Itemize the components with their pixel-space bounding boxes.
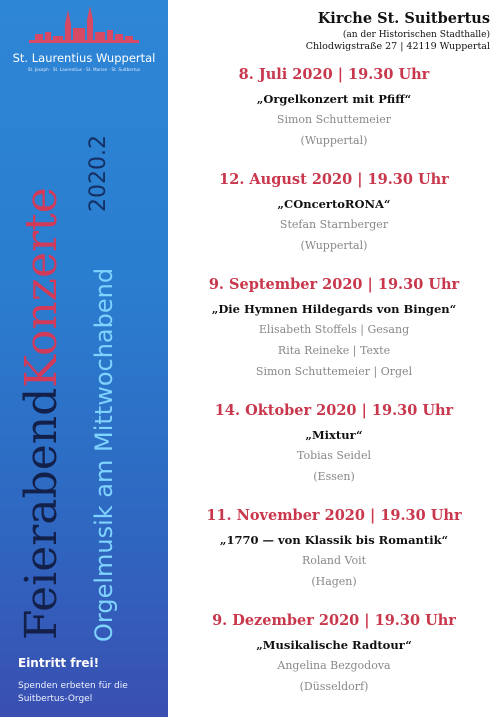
parish-subtitle: St. Joseph · St. Laurentius · St. Marien · St. Suitbertus (27, 67, 141, 72)
parish-name: St. Laurentius Wuppertal (12, 51, 156, 65)
event-title: „Orgelkonzert mit Pfiff“ (256, 92, 412, 106)
event-item (168, 274, 500, 382)
event-title: „1770 — von Klassik bis Romantik“ (219, 533, 449, 547)
church-logo (0, 6, 168, 52)
church-skyline-icon (29, 6, 139, 52)
event-performer-line: (Wuppertal) (300, 239, 368, 252)
event-item (168, 505, 500, 592)
event-performer-line: (Hagen) (311, 575, 357, 588)
venue (306, 10, 490, 52)
event-date: 9. September 2020 | 19.30 Uhr (208, 276, 460, 293)
event-title: „COncertoRONA“ (277, 197, 391, 211)
event-performer-line: (Essen) (313, 470, 355, 483)
event-title: „Mixtur“ (305, 428, 363, 442)
event-performer-line: Angelina Bezgodova (277, 659, 391, 672)
event-performer-line: Roland Voit (301, 554, 367, 567)
event-title: „Musikalische Radtour“ (256, 638, 412, 652)
sidebar (0, 0, 168, 717)
event-date: 12. August 2020 | 19.30 Uhr (219, 171, 449, 188)
event-performer-line: (Wuppertal) (300, 134, 368, 147)
event-list (168, 64, 500, 715)
event-date: 11. November 2020 | 19.30 Uhr (206, 507, 462, 524)
series-year: 2020.2 (86, 135, 111, 212)
event-date: 14. Oktober 2020 | 19.30 Uhr (214, 402, 454, 419)
venue-address: Chlodwigstraße 27 | 42119 Wuppertal (305, 41, 490, 52)
series-subtitle: Orgelmusik am Mittwochabend (90, 267, 118, 642)
entry-free: Eintritt frei! (18, 656, 100, 670)
donation-note: Spenden erbeten für die Suitbertus-Orgel (18, 681, 128, 704)
event-performer-line: Elisabeth Stoffels | Gesang (258, 323, 410, 336)
event-performer-line: Rita Reineke | Texte (277, 344, 391, 357)
series-title (16, 187, 67, 640)
event-performer-line: (Düsseldorf) (299, 680, 369, 693)
series-title-part2: Konzerte (16, 187, 67, 388)
event-date: 9. Dezember 2020 | 19.30 Uhr (212, 612, 456, 629)
event-title: „Die Hymnen Hildegards von Bingen“ (211, 302, 457, 316)
event-item (168, 169, 500, 256)
series-title-part1: Feierabend (16, 387, 67, 640)
event-item (168, 610, 500, 697)
venue-name: Kirche St. Suitbertus (317, 10, 490, 27)
event-performer-line: Tobias Seidel (297, 449, 371, 462)
event-item (168, 64, 500, 151)
event-item (168, 400, 500, 487)
event-performer-line: Simon Schuttemeier | Orgel (255, 365, 413, 378)
venue-sub: (an der Historischen Stadthalle) (342, 30, 490, 40)
event-performer-line: Stefan Starnberger (279, 218, 389, 231)
event-date: 8. Juli 2020 | 19.30 Uhr (238, 66, 430, 83)
event-performer-line: Simon Schuttemeier (276, 113, 392, 126)
